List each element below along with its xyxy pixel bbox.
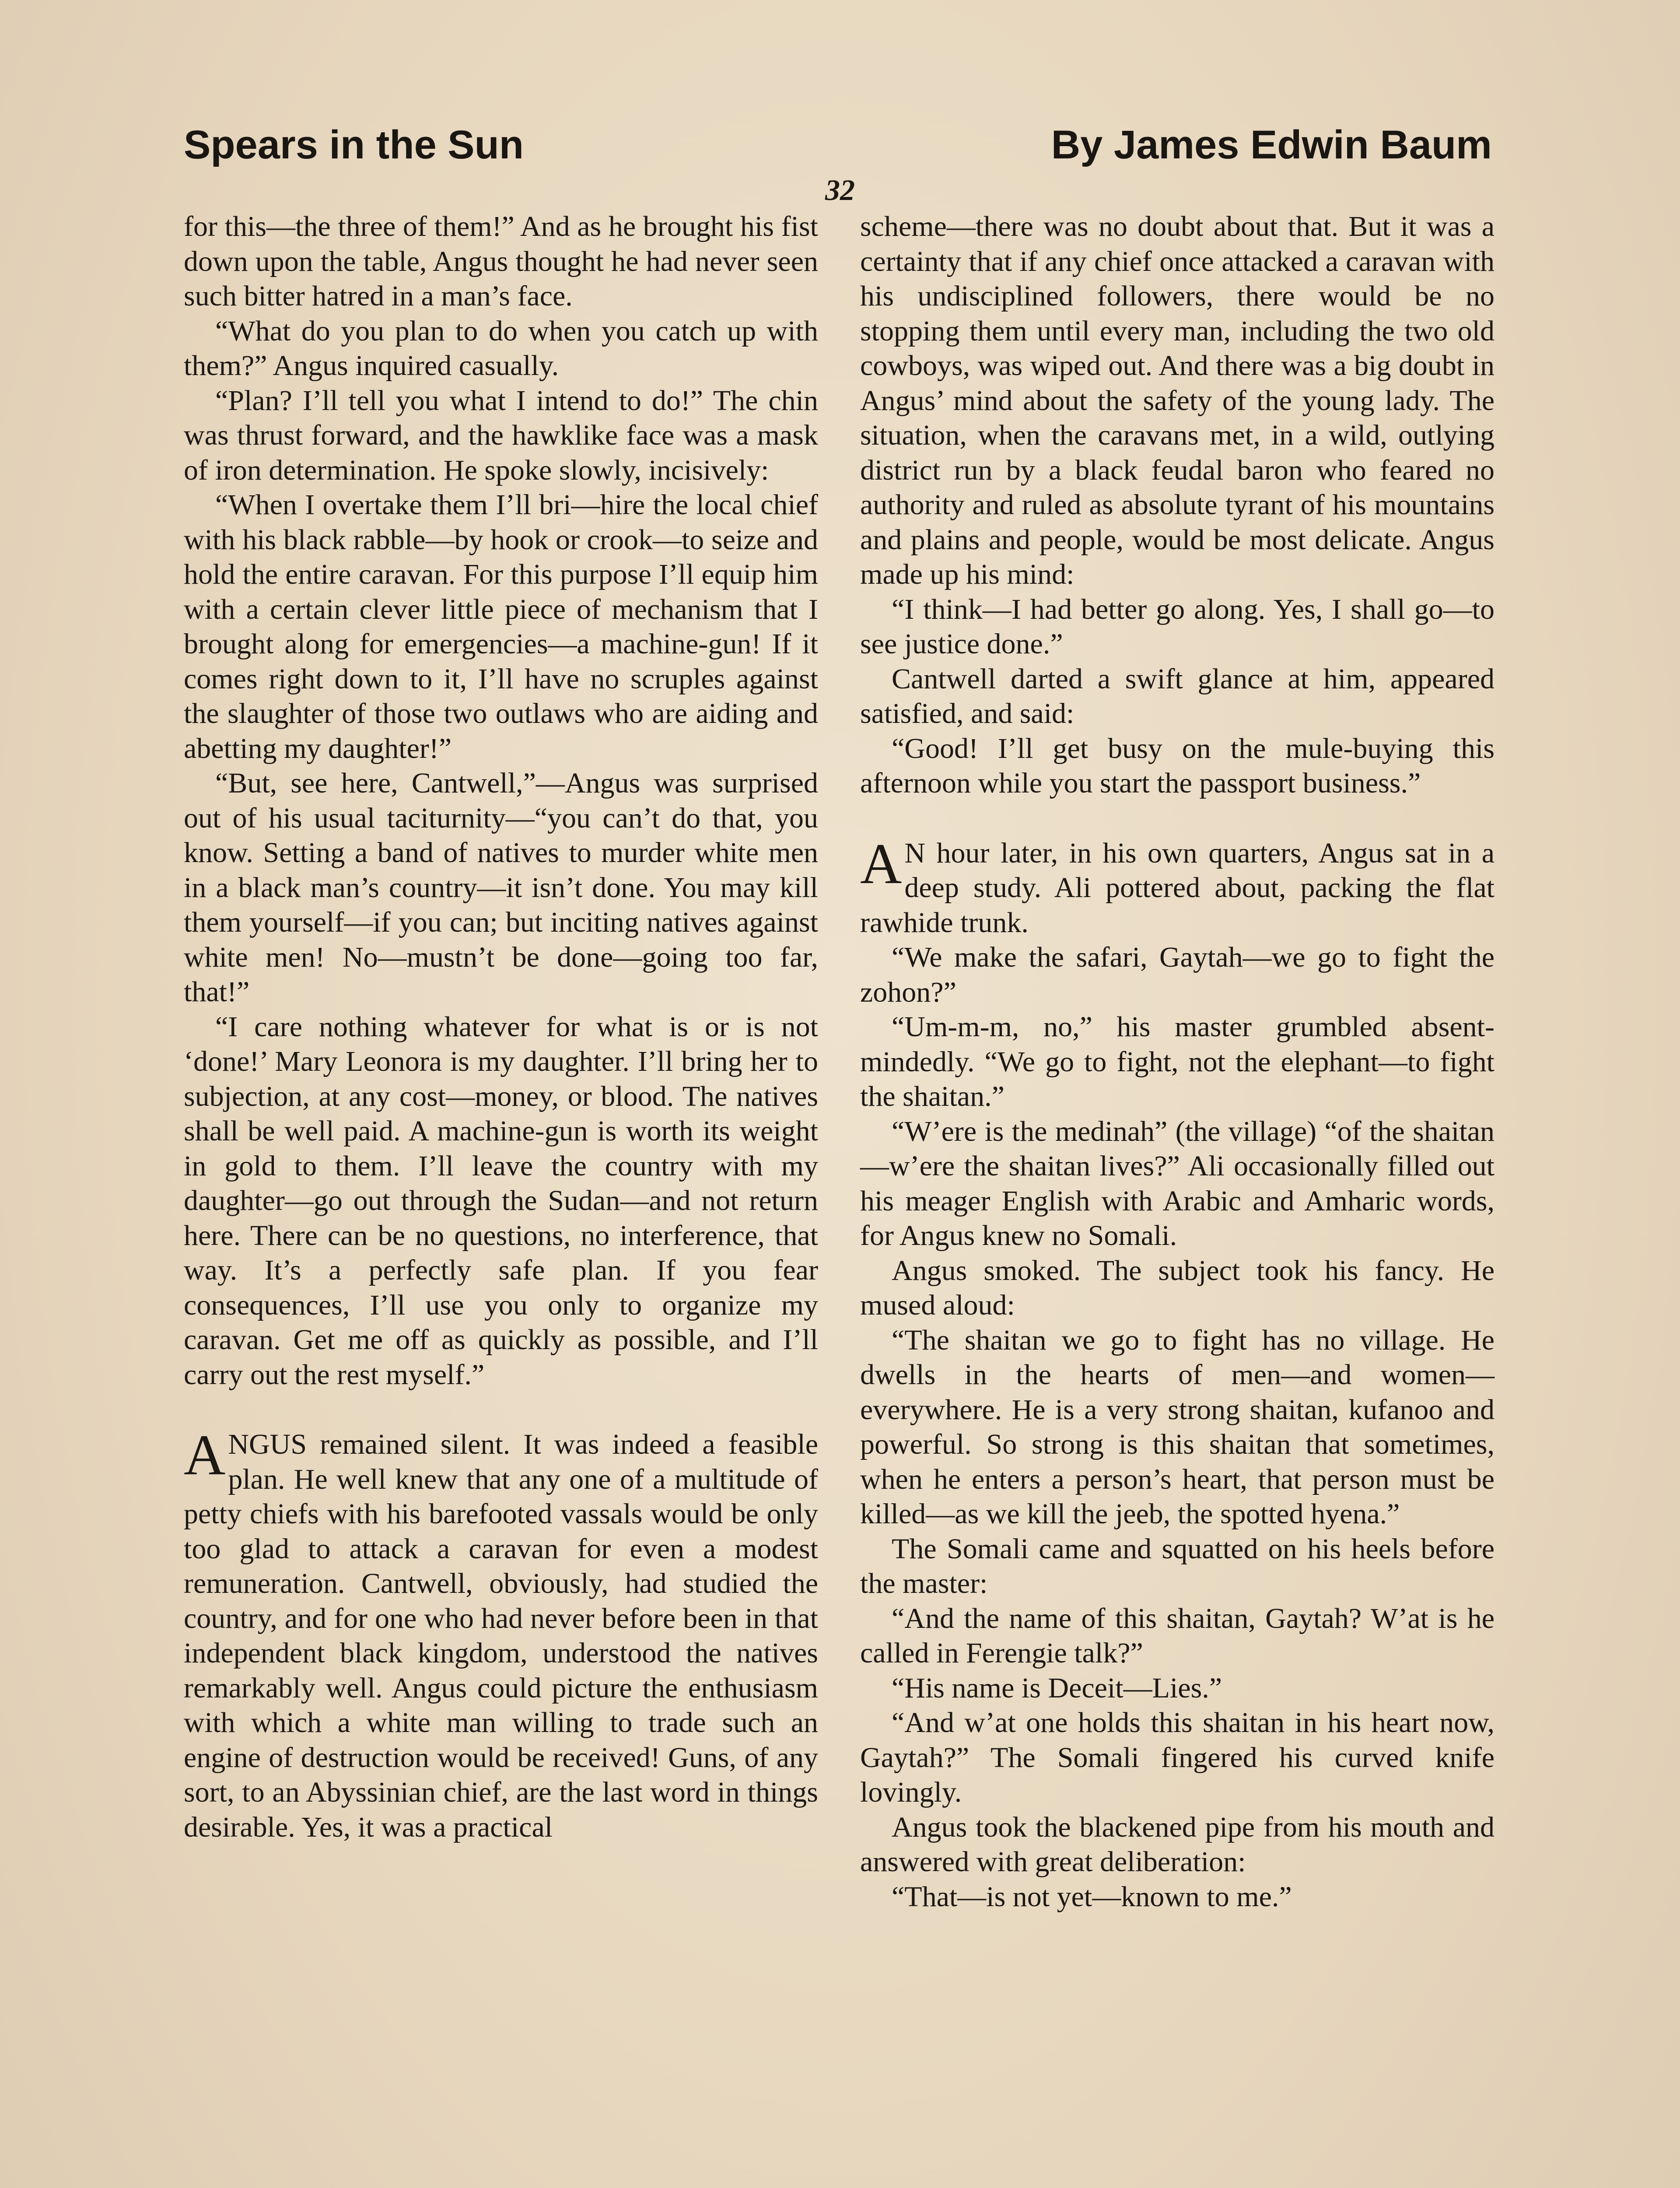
left-column bbox=[184, 209, 818, 1844]
story-title: Spears in the Sun bbox=[184, 123, 524, 167]
author-byline: By James Edwin Baum bbox=[1051, 123, 1492, 167]
paragraph: “What do you plan to do when you catch up with them?” Angus inquired casually. bbox=[184, 315, 818, 382]
section-paragraph bbox=[184, 1423, 818, 1844]
paragraph: Cantwell darted a swift glance at him, appeared satisfied, and said: bbox=[860, 663, 1494, 729]
paragraph: “Plan? I’ll tell you what I intend to do!” The chin was thrust forward, and the hawklike face was a mask of iron determination. He spoke slowly, incisively: bbox=[184, 384, 818, 486]
paragraph: Angus took the blackened pipe from his mouth and answered with great deliberation: bbox=[860, 1811, 1494, 1878]
paragraph: The Somali came and squatted on his heels before the master: bbox=[860, 1532, 1494, 1599]
paragraph: “His name is Deceit—Lies.” bbox=[892, 1672, 1222, 1704]
page-number: 32 bbox=[825, 173, 855, 207]
drop-cap: A bbox=[860, 831, 902, 896]
paragraph: “When I overtake them I’ll bri—hire the local chief with his black rabble—by hook or crook—to seize and hold the entire caravan. For this purpose I’ll equip him with a certain clever little piece of mechanism that I brought along for emergencies—a machine-gun! If it comes right down to it, I’ll have no scruples against the slaughter of those two outlaws who are aiding and abetting my daughter!” bbox=[184, 489, 818, 764]
paragraph: for this—the three of them!” And as he brought his fist down upon the table, Angus thought he had never seen such bitter hatred in a man’s face. bbox=[184, 210, 818, 312]
paragraph: scheme—there was no doubt about that. But it was a certainty that if any chief once attacked a caravan with his undisciplined followers, there would be no stopping them until every man, including the two old cowboys, was wiped out. And there was a big doubt in Angus’ mind about the safety of the young lady. The situation, when the caravans met, in a wild, outlying district run by a black feudal baron who feared no authority and ruled as absolute tyrant of his mountains and plains and people, would be most delicate. Angus made up his mind: bbox=[860, 210, 1494, 590]
paragraph: “I care nothing whatever for what is or is not ‘done!’ Mary Leonora is my daughter. I’ll bring her to subjection, at any cost—money, or blood. The natives shall be well paid. A machine-gun is worth its weight in gold to them. I’ll leave the country with my daughter—go out through the Sudan—and not return here. There can be no questions, no interference, that way. It’s a perfectly safe plan. If you fear consequences, I’ll use you only to organize my caravan. Get me off as quickly as possible, and I’ll carry out the rest myself.” bbox=[184, 1010, 818, 1391]
paragraph: “And w’at one holds this shaitan in his heart now, Gaytah?” The Somali fingered his curved knife lovingly. bbox=[860, 1707, 1494, 1808]
paragraph: “I think—I had better go along. Yes, I shall go—to see justice done.” bbox=[860, 593, 1494, 660]
paragraph: “The shaitan we go to fight has no village. He dwells in the hearts of men—and women—everywhere. He is a very strong shaitan, kufanoo and powerful. So strong is this shaitan that sometimes, when he enters a person’s heart, that person must be killed—as we kill the jeeb, the spotted hyena.” bbox=[860, 1324, 1494, 1530]
paragraph-text: N hour later, in his own quarters, Angus sat in a deep study. Ali pottered about, packing the flat rawhide trunk. bbox=[860, 837, 1494, 939]
right-column bbox=[860, 209, 1494, 1914]
paragraph: “Good! I’ll get busy on the mule-buying this afternoon while you start the passport business.” bbox=[860, 732, 1494, 799]
paragraph: “And the name of this shaitan, Gaytah? W’at is he called in Ferengie talk?” bbox=[860, 1602, 1494, 1669]
paragraph: “But, see here, Cantwell,”—Angus was surprised out of his usual taciturnity—“you can’t do that, you know. Setting a band of natives to murder white men in a black man’s country—it isn’t done. You may kill them yourself—if you can; but inciting natives against white men! No—mustn’t be done—going too far, that!” bbox=[184, 767, 818, 1008]
paragraph: Angus smoked. The subject took his fancy. He mused aloud: bbox=[860, 1254, 1494, 1321]
paragraph: “Um-m-m, no,” his master grumbled absent-mindedly. “We go to fight, not the elephant—to fight the shaitan.” bbox=[860, 1011, 1494, 1112]
paragraph-text: NGUS remained silent. It was indeed a feasible plan. He well knew that any one of a multitude of petty chiefs with his barefooted vassals would be only too glad to attack a caravan for even a modest remuneration. Cantwell, obviously, had studied the country, and for one who had never before been in that independent black kingdom, understood the natives remarkably well. Angus could picture the enthusiasm with which a white man willing to trade such an engine of destruction would be received! Guns, of any sort, to an Abyssinian chief, are the last word in things desirable. Yes, it was a practical bbox=[184, 1428, 818, 1843]
drop-cap: A bbox=[184, 1423, 226, 1487]
section-paragraph bbox=[860, 831, 1494, 940]
paragraph: “That—is not yet—known to me.” bbox=[892, 1880, 1292, 1913]
paragraph: “We make the safari, Gaytah—we go to fight the zohon?” bbox=[860, 941, 1494, 1008]
paragraph: “W’ere is the medinah” (the village) “of the shaitan—w’ere the shaitan lives?” Ali occasionally filled out his meager English with Arabic and Amharic words, for Angus knew no Somali. bbox=[860, 1115, 1494, 1252]
